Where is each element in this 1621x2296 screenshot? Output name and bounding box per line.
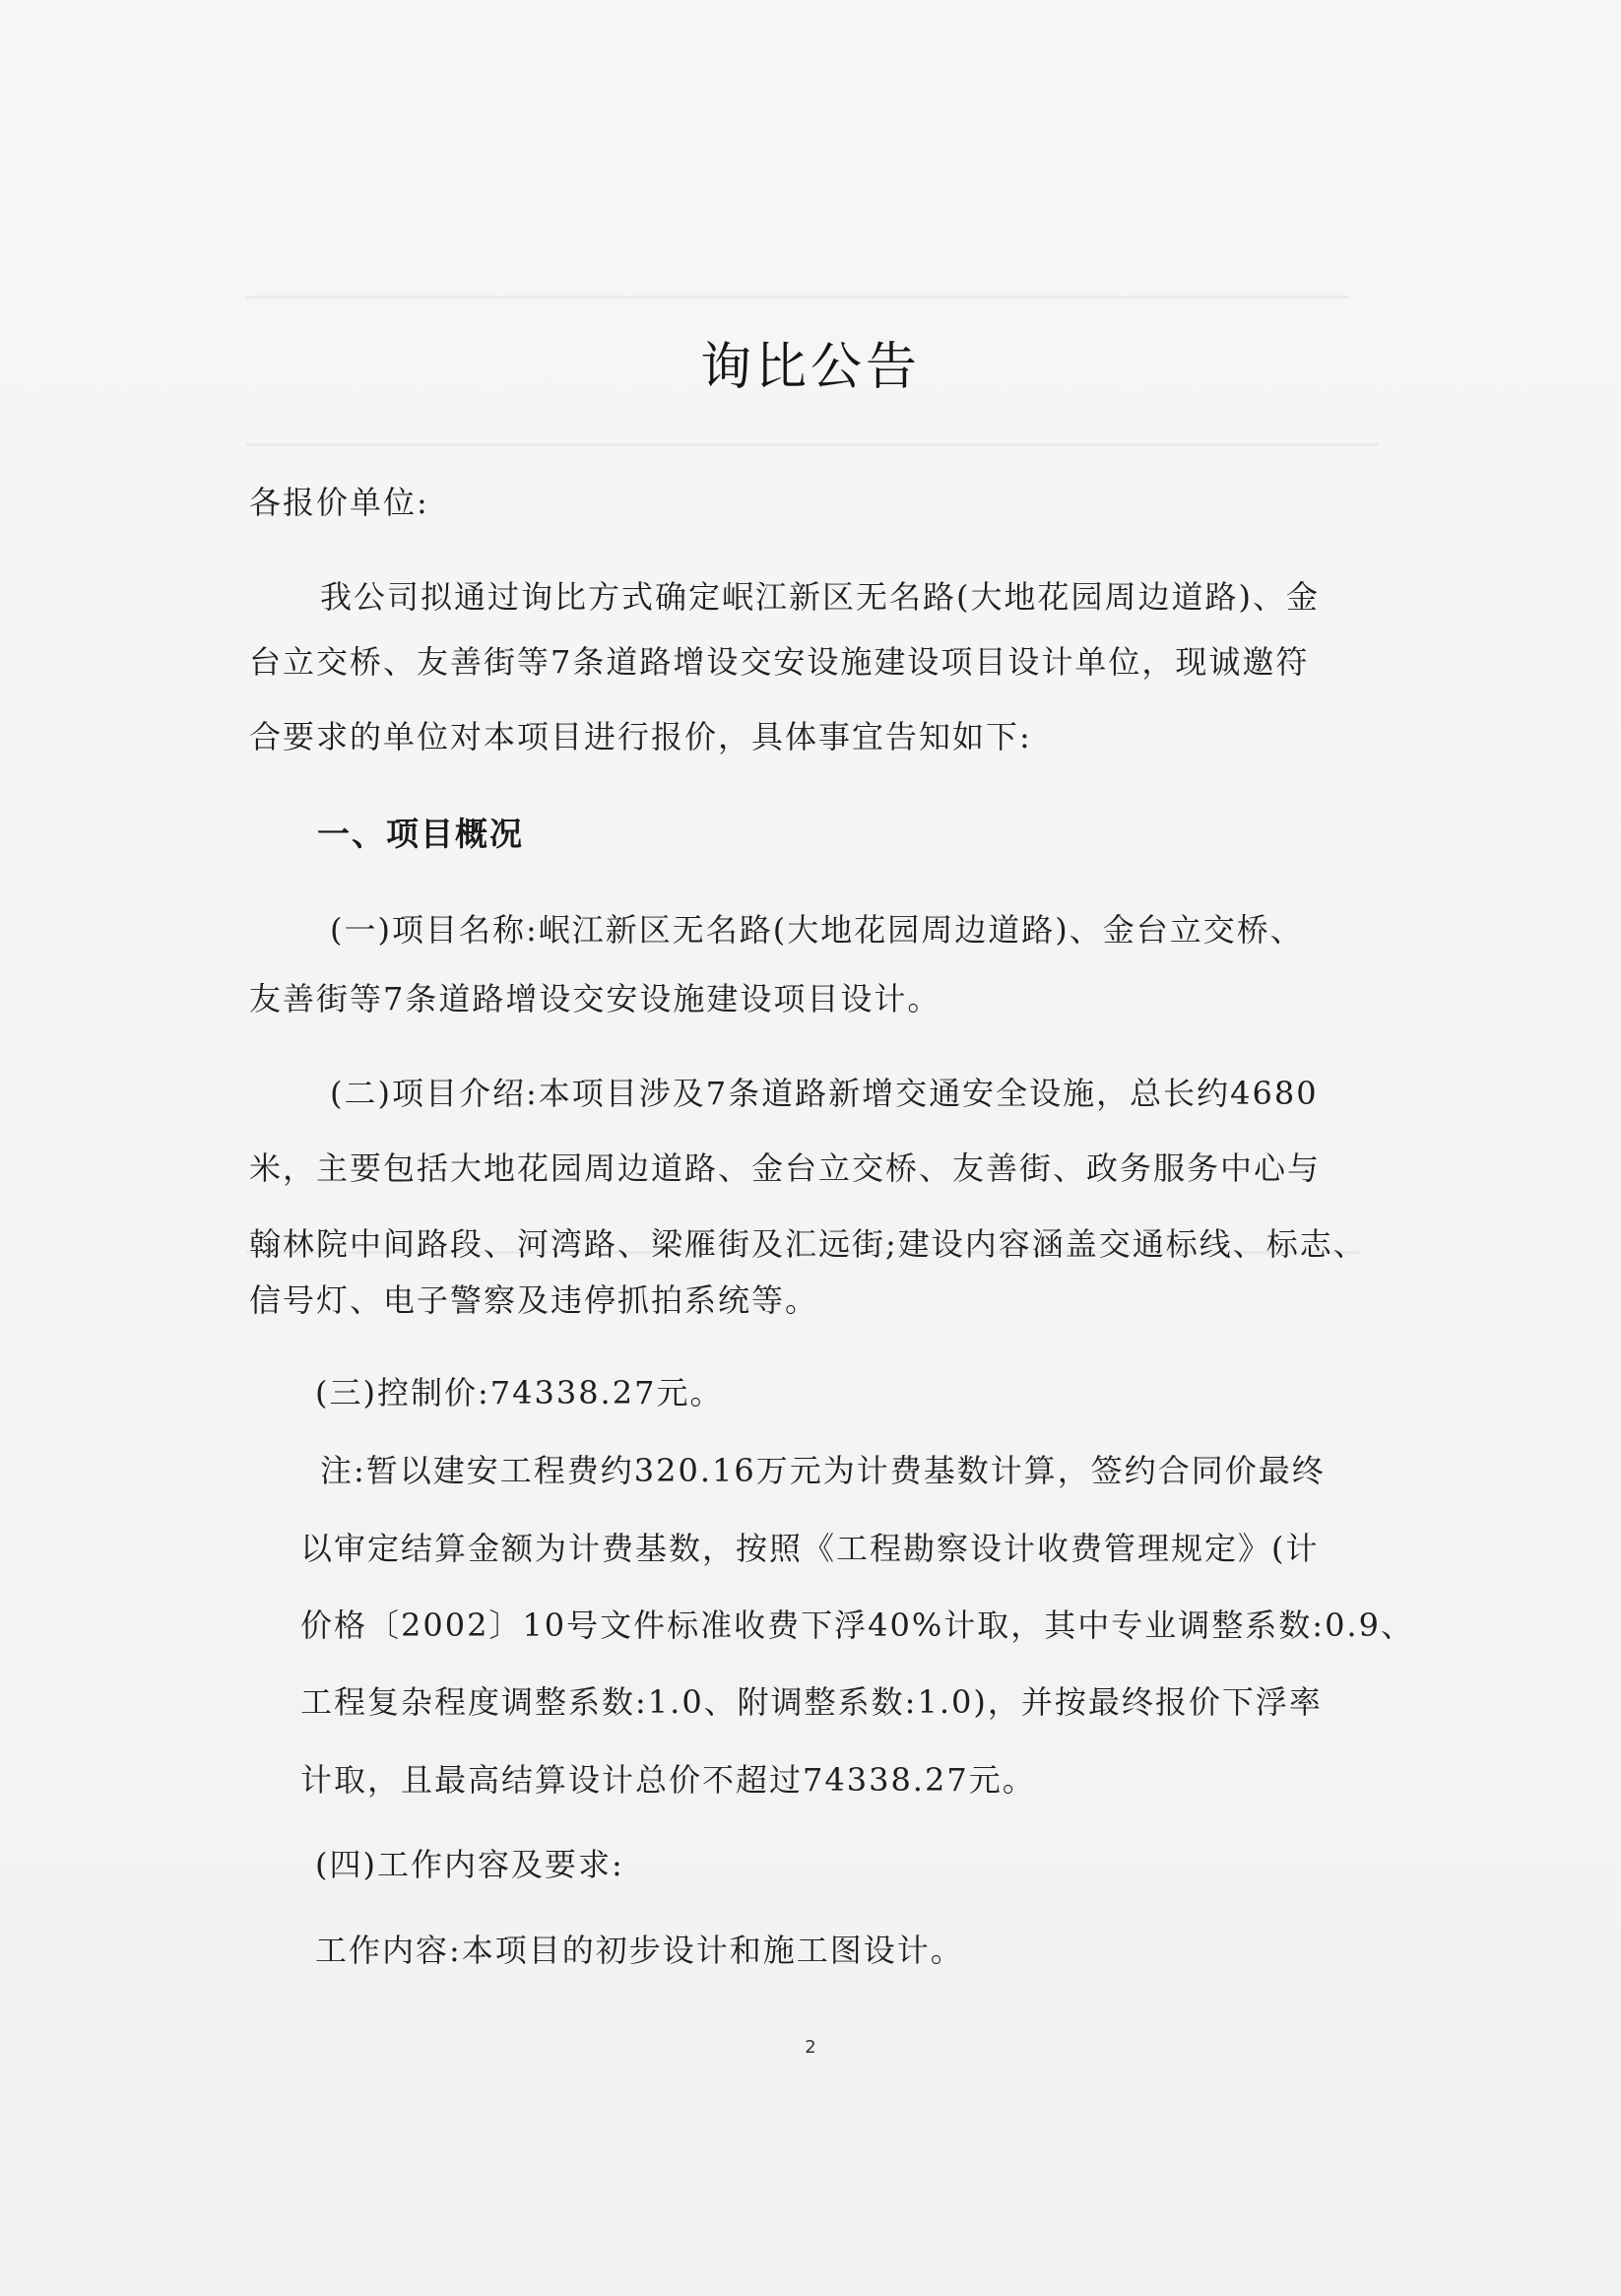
item3-control-price: (三)控制价:74338.27元。 [315,1374,724,1411]
item2-line-1: (二)项目介绍:本项目涉及7条道路新增交通安全设施，总长约4680 [330,1075,1319,1112]
note-line-1: 注:暂以建安工程费约320.16万元为计费基数计算，签约合同价最终 [320,1452,1326,1489]
item4-heading: (四)工作内容及要求: [315,1846,624,1883]
item2-line-2: 米，主要包括大地花园周边道路、金台立交桥、友善街、政务服务中心与 [249,1149,1322,1187]
note-line-2: 以审定结算金额为计费基数，按照《工程勘察设计收费管理规定》(计 [300,1530,1320,1567]
intro-line-2: 台立交桥、友善街等7条道路增设交安设施建设项目设计单位，现诚邀符 [249,643,1310,681]
page-number: 2 [805,2037,816,2058]
note-line-5: 计取，且最高结算设计总价不超过74338.27元。 [300,1761,1036,1799]
note-line-4: 工程复杂程度调整系数:1.0、附调整系数:1.0)，并按最终报价下浮率 [300,1683,1323,1721]
work-content: 工作内容:本项目的初步设计和施工图设计。 [315,1932,964,1969]
item1-line-2: 友善街等7条道路增设交安设施建设项目设计。 [249,980,941,1017]
item2-line-3: 翰林院中间路段、河湾路、梁雁街及汇远街;建设内容涵盖交通标线、标志、 [249,1225,1367,1263]
intro-line-3: 合要求的单位对本项目进行报价，具体事宜告知如下: [249,718,1032,755]
section-heading-overview: 一、项目概况 [317,815,524,853]
document-title: 询比公告 [699,338,921,397]
item2-line-4: 信号灯、电子警察及违停抓拍系统等。 [249,1281,819,1319]
bleed-through-mark [246,295,1349,298]
bleed-through-mark [246,443,1379,446]
note-line-3: 价格〔2002〕10号文件标准收费下浮40%计取，其中专业调整系数:0.9、 [300,1607,1414,1644]
salutation: 各报价单位: [249,484,429,521]
intro-line-1: 我公司拟通过询比方式确定岷江新区无名路(大地花园周边道路)、金 [320,578,1320,616]
item1-line-1: (一)项目名称:岷江新区无名路(大地花园周边道路)、金台立交桥、 [330,911,1304,949]
